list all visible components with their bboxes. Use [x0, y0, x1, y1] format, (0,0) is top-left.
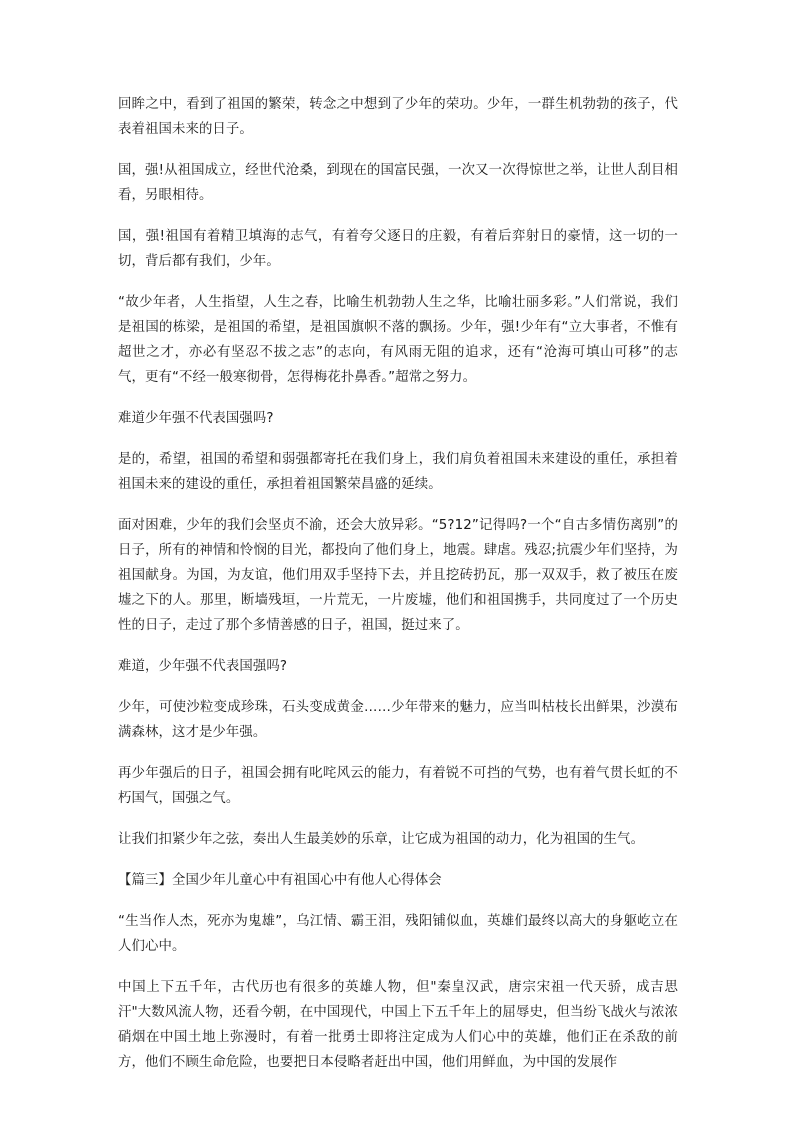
paragraph-8: 难道，少年强不代表国强吗? [118, 659, 288, 674]
section-heading: 【篇三】全国少年儿童心中有祖国心中有他人心得体会 [118, 873, 442, 888]
document-page [118, 92, 678, 1091]
paragraph-7: 面对困难，少年的我们会坚贞不渝，还会大放异彩。“5?12”记得吗?一个“自古多情伤离别”的日子，所有的神情和怜悯的目光，都投向了他们身上，地震。肆虐。残忍;抗震少年们坚持，为祖国献身。为国，为友谊，他们用双手坚持下去，并且挖砖扔瓦，那一双双手，救了被压在废墟之下的人。那里，断墙残垣，一片荒无，一片废墟，他们和祖国携手，共同度过了一个历史性的日子，走过了那个多情善感的日子，祖国，挺过来了。 [118, 518, 678, 633]
paragraph-4: “故少年者，人生指望，人生之春，比喻生机勃勃人生之华，比喻壮丽多彩。”人们常说，我们是祖国的栋梁，是祖国的希望，是祖国旗帜不落的飘扬。少年，强!少年有“立大事者，不惟有超世之才，亦必有坚忍不拔之志”的志向，有风雨无阻的追求，还有“沧海可填山可移”的志气，更有“不经一般寒彻骨，怎得梅花扑鼻香。”超常之努力。 [118, 295, 678, 385]
paragraph-5: 难道少年强不代表国强吗? [118, 411, 274, 426]
paragraph-14: 中国上下五千年，古代历也有很多的英雄人物，但"秦皇汉武，唐宗宋祖一代天骄，成吉思汗"大数风流人物，还看今朝，在中国现代，中国上下五千年上的屈辱史，但当纷飞战火与浓浓硝烟在中国土地上弥漫时，有着一批勇士即将注定成为人们心中的英雄，他们正在杀敌的前方，他们不顾生命危险，也要把日本侵略者赶出中国，他们用鲜血，为中国的发展作 [118, 980, 678, 1070]
paragraph-13: “生当作人杰，死亦为鬼雄”，乌江情、霸王泪，残阳铺似血，英雄们最终以高大的身躯屹立在人们心中。 [118, 914, 678, 954]
paragraph-3: 国，强!祖国有着精卫填海的志气，有着夸父逐日的庄毅，有着后弈射日的豪情，这一切的一切，背后都有我们，少年。 [118, 229, 678, 269]
paragraph-10: 再少年强后的日子，祖国会拥有叱咤风云的能力，有着锐不可挡的气势，也有着气贯长虹的不朽国气，国强之气。 [118, 766, 678, 806]
paragraph-9: 少年，可使沙粒变成珍珠，石头变成黄金……少年带来的魅力，应当叫枯枝长出鲜果，沙漠布满森林，这才是少年强。 [118, 700, 678, 740]
paragraph-6: 是的，希望，祖国的希望和弱强都寄托在我们身上，我们肩负着祖国未来建设的重任，承担着祖国未来的建设的重任，承担着祖国繁荣昌盛的延续。 [118, 452, 678, 492]
paragraph-1: 回眸之中，看到了祖国的繁荣，转念之中想到了少年的荣功。少年，一群生机勃勃的孩子，代表着祖国未来的日子。 [118, 97, 678, 137]
paragraph-2: 国，强!从祖国成立，经世代沧桑，到现在的国富民强，一次又一次得惊世之举，让世人刮目相看，另眼相待。 [118, 163, 678, 203]
paragraph-11: 让我们扣紧少年之弦，奏出人生最美妙的乐章，让它成为祖国的动力，化为祖国的生气。 [118, 832, 645, 847]
